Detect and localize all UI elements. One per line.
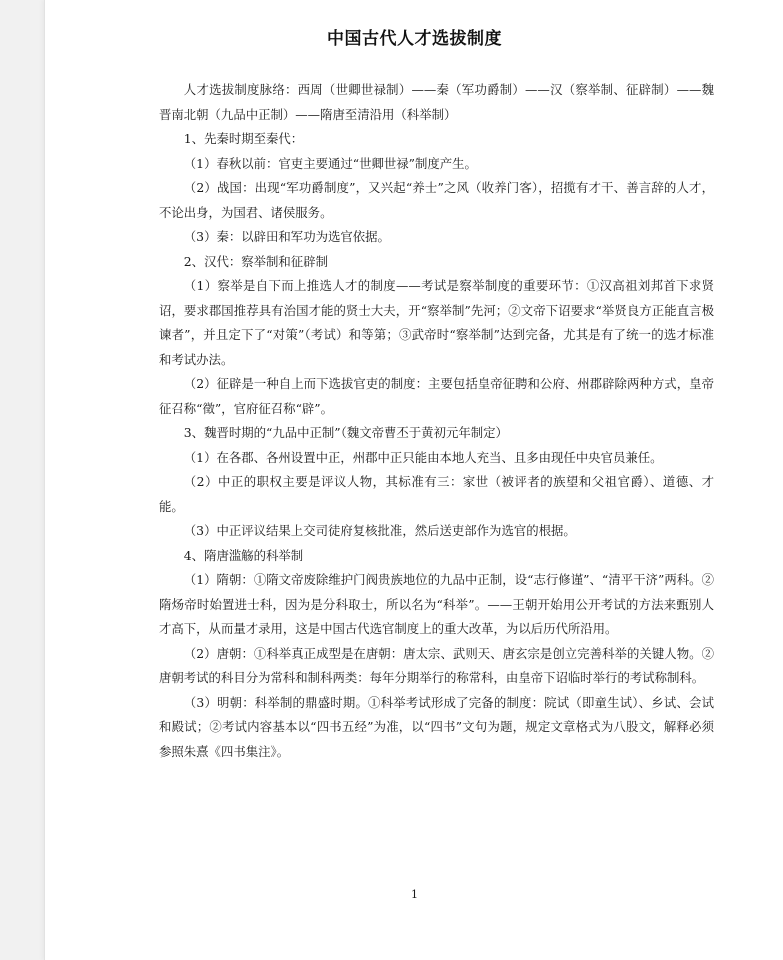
paragraph: （3）秦：以辟田和军功为选官依据。	[183, 229, 390, 244]
document-body	[159, 78, 714, 764]
paragraph: （1）在各郡、各州设置中正，州郡中正只能由本地人充当、且多由现任中央官员兼任。	[183, 449, 663, 465]
page-number: 1	[411, 888, 418, 901]
section-heading-4: 4、隋唐滥觞的科举制	[183, 547, 304, 563]
page-title: 中国古代人才选拔制度	[327, 29, 502, 49]
paragraph: （2）中正的职权主要是评议人物，其标准有三：家世（被评者的族望和父祖官爵）、道德、才能。	[159, 474, 714, 514]
paragraph: （2）唐朝：①科举真正成型是在唐朝：唐太宗、武则天、唐玄宗是创立完善科举的关键人物。②唐朝考试的科目分为常科和制科两类：每年分期举行的称常科，由皇帝下诏临时举行的考试称制科。	[159, 645, 714, 685]
paragraph: （1）察举是自下而上推选人才的制度——考试是察举制度的重要环节：①汉高祖刘邦首下求贤诏，要求郡国推荐具有治国才能的贤士大夫，开“察举制”先河；②文帝下诏要求“举贤良方正能直言极谏者”，并且定下了“对策”（考试）和等第；③武帝时“察举制”达到完备，尤其是有了统一的选才标准和考试办法。	[159, 278, 714, 367]
section-heading-3: 3、魏晋时期的“九品中正制”（魏文帝曹丕于黄初元年制定）	[183, 425, 508, 440]
paragraph: （1）隋朝：①隋文帝废除维护门阀贵族地位的九品中正制，设“志行修谨”、“清平干济”两科。②隋炀帝时始置进士科，因为是分科取士，所以名为“科举”。——王朝开始用公开考试的方法来甄别人才高下，从而量才录用，这是中国古代选官制度上的重大改革，为以后历代所沿用。	[159, 572, 714, 636]
section-heading-1: 1、先秦时期至秦代：	[183, 131, 304, 146]
section-heading-2: 2、汉代：察举制和征辟制	[183, 253, 328, 269]
paragraph: （2）征辟是一种自上而下选拔官吏的制度：主要包括皇帝征聘和公府、州郡辟除两种方式，皇帝征召称“徵”，官府征召称“辟”。	[159, 376, 714, 416]
paragraph: （3）中正评议结果上交司徒府复核批准，然后送吏部作为选官的根据。	[183, 523, 576, 538]
paragraph: （3）明朝：科举制的鼎盛时期。①科举考试形成了完备的制度：院试（即童生试）、乡试、会试和殿试；②考试内容基本以“四书五经”为准，以“四书”文句为题，规定文章格式为八股文，解释必须参照朱熹《四书集注》。	[159, 694, 714, 759]
paragraph: （2）战国：出现“军功爵制度”，又兴起“养士”之风（收养门客），招揽有才干、善言辞的人才，不论出身，为国君、诸侯服务。	[159, 180, 714, 220]
paragraph-overview: 人才选拔制度脉络：西周（世卿世禄制）——秦（军功爵制）——汉（察举制、征辟制）——魏晋南北朝（九品中正制）——隋唐至清沿用（科举制）	[159, 82, 714, 122]
paragraph: （1）春秋以前：官吏主要通过“世卿世禄”制度产生。	[183, 155, 477, 171]
document-page	[44, 0, 783, 960]
